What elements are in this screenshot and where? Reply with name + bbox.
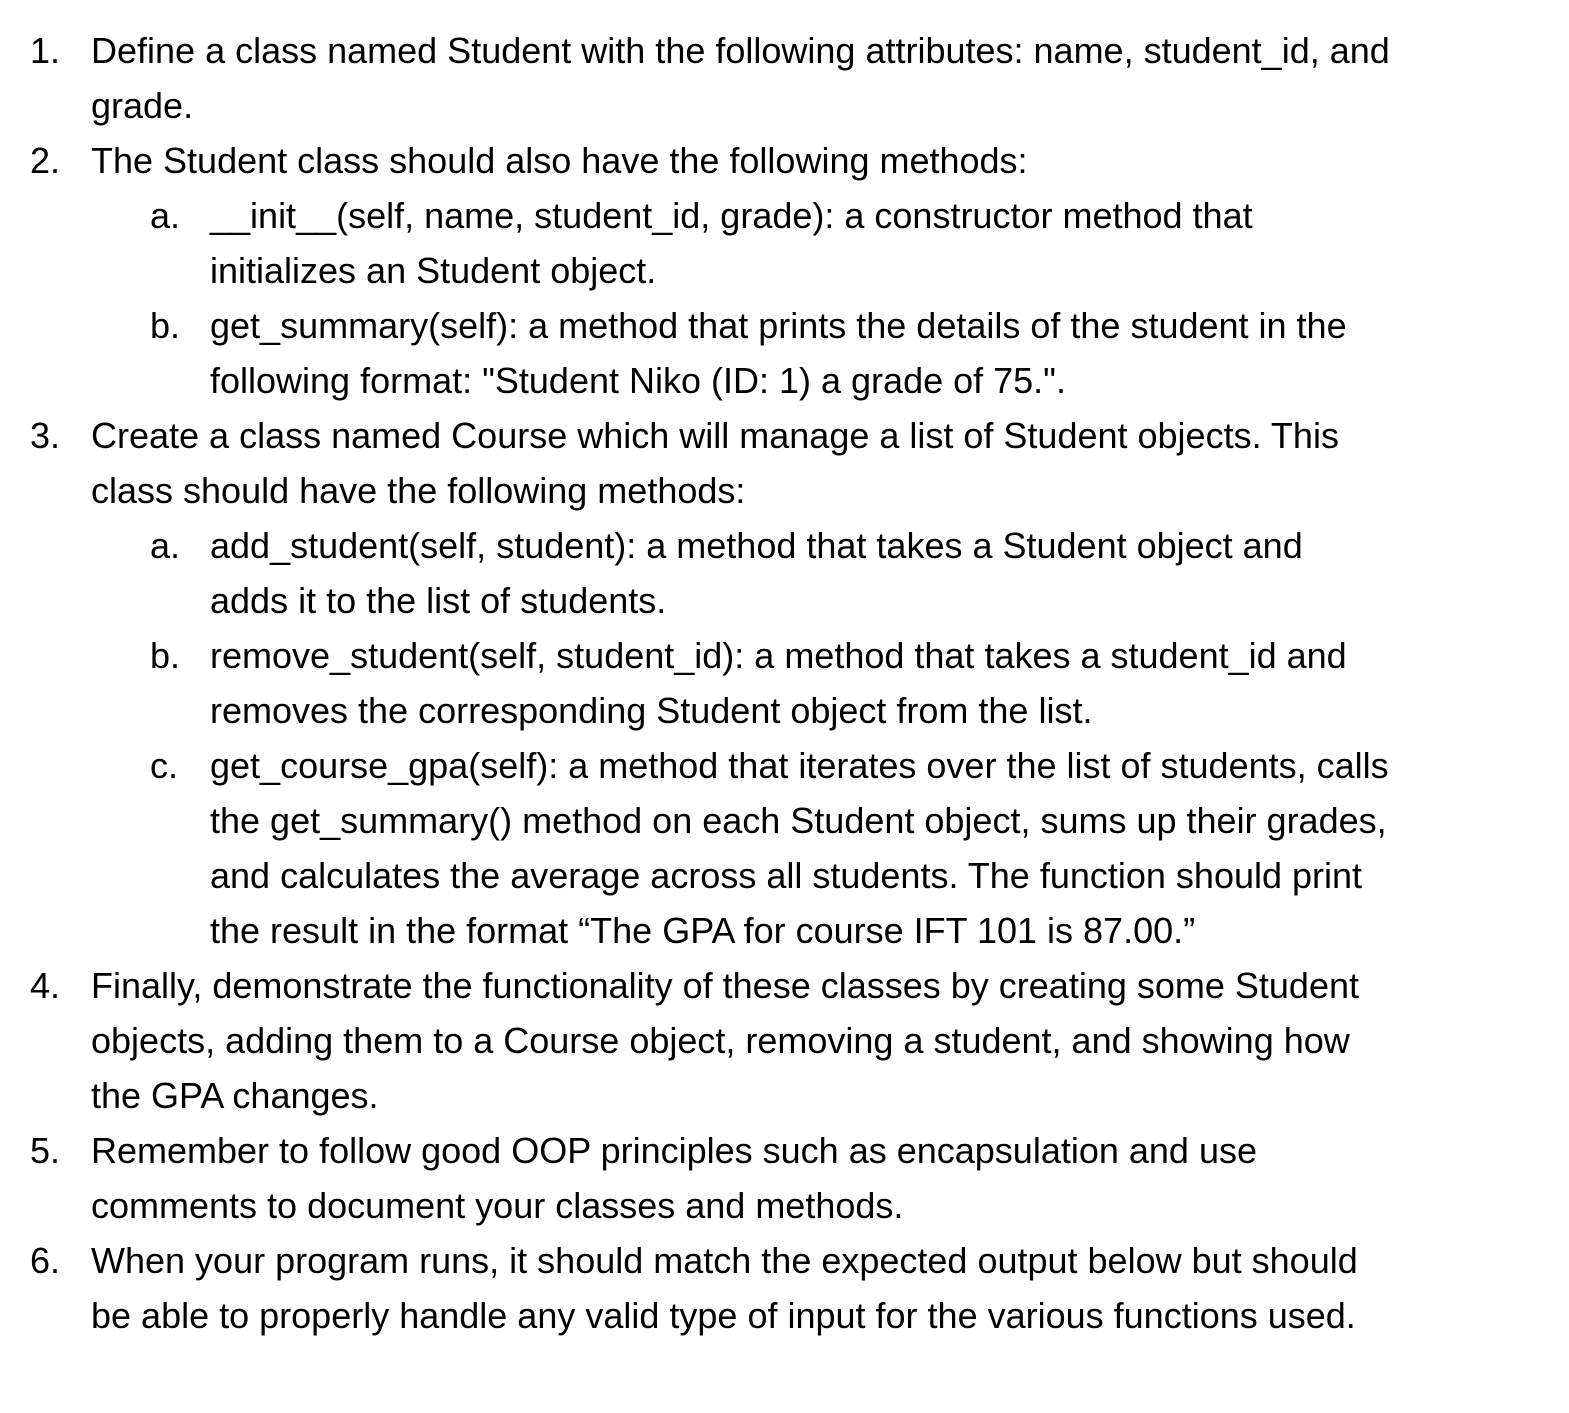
item-number: 5. xyxy=(30,1130,61,1171)
sub-list-item xyxy=(0,298,1390,408)
sub-list-item xyxy=(0,738,1390,958)
sub-list-item xyxy=(0,188,1390,298)
sub-list-item xyxy=(0,628,1390,738)
sub-item-text: __init__(self, name, student_id, grade): a constructor method that initializes an Student object. xyxy=(210,195,1253,291)
item-text: Finally, demonstrate the functionality of these classes by creating some Student objects, adding them to a Course object, removing a student, and showing how the GPA changes. xyxy=(91,965,1359,1116)
list-item xyxy=(0,408,1401,518)
sub-item-text: get_course_gpa(self): a method that iterates over the list of students, calls the get_summary() method on each Student object, sums up their grades, and calculates the average across all students. The function should print the result in the format “The GPA for course IFT 101 is 87.00.” xyxy=(210,745,1389,951)
list-item xyxy=(0,958,1401,1123)
item-number: 6. xyxy=(30,1240,61,1281)
item-number: 4. xyxy=(30,965,61,1006)
sub-item-letter: b. xyxy=(150,635,181,676)
sub-item-text: add_student(self, student): a method that takes a Student object and adds it to the list of students. xyxy=(210,525,1303,621)
list-item xyxy=(0,1233,1401,1343)
sub-item-text: remove_student(self, student_id): a method that takes a student_id and removes the corresponding Student object from the list. xyxy=(210,635,1347,731)
list-item xyxy=(0,1123,1401,1233)
sub-item-letter: b. xyxy=(150,305,181,346)
instructions-list xyxy=(0,23,1569,1343)
sub-item-letter: a. xyxy=(150,195,181,236)
sub-list-item xyxy=(0,518,1390,628)
list-item xyxy=(0,23,1401,133)
item-number: 2. xyxy=(30,140,61,181)
item-number: 3. xyxy=(30,415,61,456)
item-text: The Student class should also have the following methods: xyxy=(91,140,1028,181)
sub-item-letter: a. xyxy=(150,525,181,566)
item-text: Define a class named Student with the following attributes: name, student_id, and grade. xyxy=(91,30,1390,126)
item-text: Create a class named Course which will manage a list of Student objects. This class should have the following methods: xyxy=(91,415,1339,511)
item-number: 1. xyxy=(30,30,61,71)
sub-item-letter: c. xyxy=(150,745,179,786)
item-text: Remember to follow good OOP principles such as encapsulation and use comments to document your classes and methods. xyxy=(91,1130,1257,1226)
list-item xyxy=(0,133,1401,188)
sub-item-text: get_summary(self): a method that prints the details of the student in the following format: "Student Niko (ID: 1) a grade of 75.". xyxy=(210,305,1347,401)
item-text: When your program runs, it should match the expected output below but should be able to properly handle any valid type of input for the various functions used. xyxy=(91,1240,1358,1336)
